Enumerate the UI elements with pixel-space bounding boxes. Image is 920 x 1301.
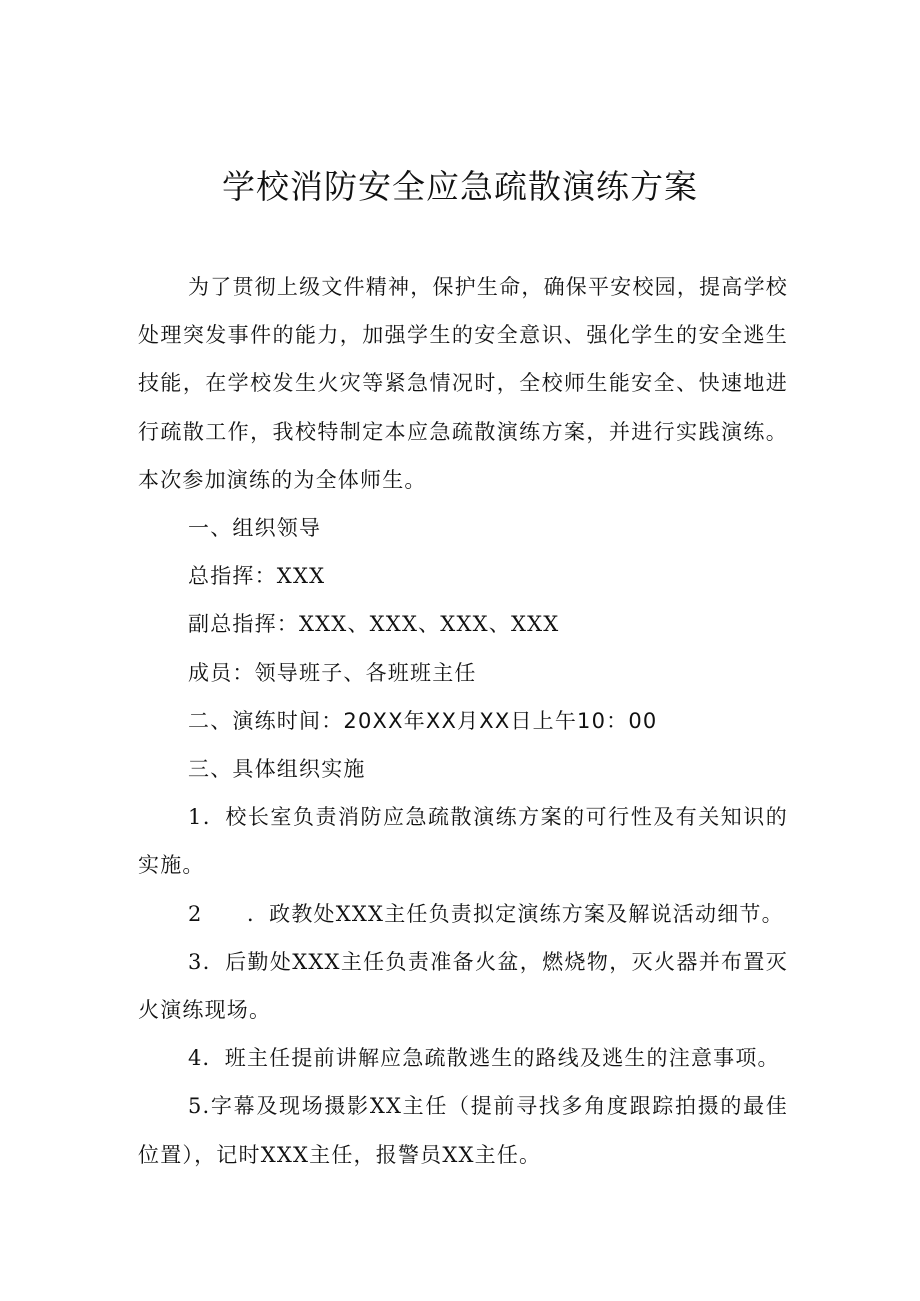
implementation-item: 2 ．政教处XXX主任负责拟定演练方案及解说活动细节。	[188, 901, 784, 926]
implementation-item: 4．班主任提前讲解应急疏散逃生的路线及逃生的注意事项。	[188, 1046, 780, 1071]
section-heading-organization: 一、组织领导	[188, 516, 322, 541]
implementation-item: 3．后勤处XXX主任负责准备火盆，燃烧物，灭火器并布置灭火演练现场。	[138, 949, 788, 1023]
implementation-item: 5.字幕及现场摄影XX主任（提前寻找多角度跟踪拍摄的最佳位置），记时XXX主任，报警员XX主任。	[138, 1094, 788, 1167]
implementation-item: 1．校长室负责消防应急疏散演练方案的可行性及有关知识的实施。	[138, 805, 788, 878]
members-line: 成员：领导班子、各班班主任	[188, 660, 477, 685]
intro-paragraph: 为了贯彻上级文件精神，保护生命，确保平安校园，提高学校处理突发事件的能力，加强学生的安全意识、强化学生的安全逃生技能，在学校发生火灾等紧急情况时，全校师生能安全、快速地进行疏散工作，我校特制定本应急疏散演练方案，并进行实践演练。本次参加演练的为全体师生。	[138, 275, 788, 492]
commander-line: 总指挥：XXX	[188, 564, 326, 589]
section-heading-implementation: 三、具体组织实施	[188, 757, 366, 782]
deputy-commander-line: 副总指挥：XXX、XXX、XXX、XXX	[188, 612, 560, 637]
document-body	[138, 263, 788, 1179]
document-title: 学校消防安全应急疏散演练方案	[222, 167, 698, 206]
section-heading-time: 二、演练时间：20XX年XX月XX日上午10：00	[188, 708, 658, 733]
